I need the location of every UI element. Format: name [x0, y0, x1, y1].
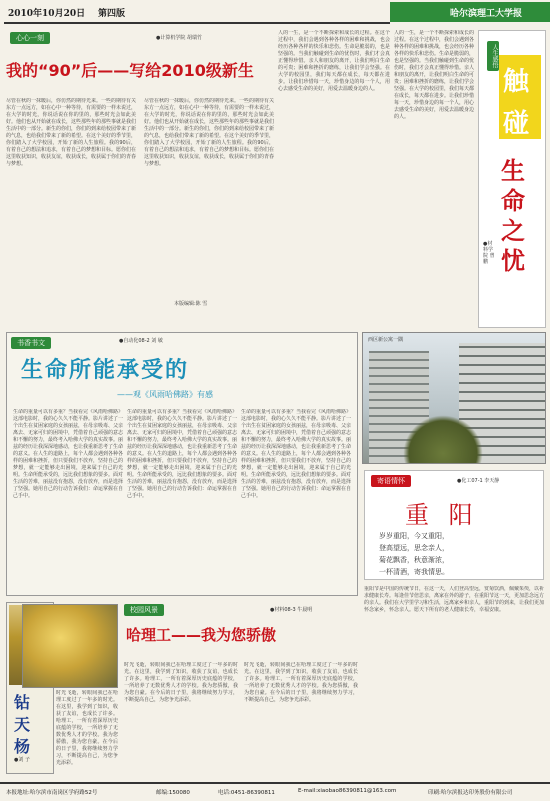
title-box — [364, 470, 544, 580]
article-byline: ●材料学院 曾鹏 — [483, 241, 495, 265]
article-body-col2: 人的一生，是一个不断探索和成长的过程。在这个过程中，我们会遇到各种各样的困难和挑战，也会经历各种各样的快乐和悲伤。生命是脆弱的，也是坚强的。当我们触碰到生命的忧伤时，我们才会真正懂得珍惜。亲人和朋友的离开，让我们明白生命的可贵；困难和挫折的磨练，让我们学会坚强。在大学的校园里，我们每天都在成长，每天都在进步。让我们珍惜每一天，珍惜身边的每一个人，用心去感受生命的美好，用爱去温暖身边的人。 — [394, 30, 474, 120]
section-tag: 校园风景 — [124, 604, 164, 616]
article-touch-life — [278, 28, 546, 328]
article-body-left: 尽管在秋的一抹暖后，你仿然的期待光来。一些的期待有关东方一点远方，如在心中一种等待，有需要的一样未说过，在大学的时光，你说话说在你的里的，那些时光会如此美好。他们也从开始就在成长，这些那些年的那些事就是我们生活中的一部分。新生的你们，你们的到来给校园带来了新的气息，也给我们带来了新的希望。在这个美好的季节里，你们踏入了大学校园，开始了新的人生旅程。我的90后，有着自己的想法和追求，有着自己的梦想和目标。愿你们在这里收获知识，收获友谊，收获成长，收获属于你们的青春与梦想。 — [6, 98, 136, 167]
article-title: 我的“90”后——写给2010级新生 — [6, 61, 254, 80]
article-body-right: 尽管在秋的一抹暖后，你仿然的期待光来。一些的期待有关东方一点远方，如在心中一种等待，有需要的一样未说过，在大学的时光，你说话说在你的里的，那些时光会如此美好。他们也从开始就在成长，这些那些年的那些事就是我们生活中的一部分。新生的你们，你们的到来给校园带来了新的气息，也给我们带来了新的希望。在这个美好的季节里，你们踏入了大学校园，开始了新的人生旅程。我的90后，有着自己的想法和追求，有着自己的梦想和目标。愿你们在这里收获知识，收获友谊，收获成长，收获属于你们的青春与梦想。 — [144, 98, 274, 167]
footer-address: 本报地址:哈尔滨市南岗区学府路52号 — [6, 790, 98, 796]
article-body-col3: 生命的重量可以有多重？当我看完《风雨哈佛路》这部电影时，我的心久久不能平静。影片讲述了一个出生在贫困家庭的女孩丽兹，在母亲吸毒、父亲离去、无家可归的困境中，凭借着自己顽强的意志和不懈的努力，最终考入哈佛大学的真实故事。丽兹的经历让我深深地感动，也让我重新思考了生命的意义。在人生的道路上，每个人都会遇到各种各样的困难和挫折，但只要我们不放弃，坚持自己的梦想，就一定能够走出困境，迎来属于自己的光明。生命所能承受的，远比我们想象的要多。面对生活的苦难，丽兹没有抱怨，没有放弃，而是选择了坚强。她用自己的行动告诉我们：命运掌握在自己手中。 — [241, 409, 351, 499]
article-title: 生命所能承受的 — [21, 358, 190, 383]
section-tag: 心心一刻 — [10, 32, 50, 44]
poem-line-4: 一杯清酒，寄我情思。 — [379, 568, 449, 576]
footer — [0, 782, 550, 801]
side-author: ●刘 子 — [14, 757, 30, 763]
poplar-text: 时光飞逝，转眼间我已在哈理工度过了一年多的时光。在这里，我学到了知识，收获了友谊，也成长了许多。哈理工，一所有着深厚历史底蕴的学校，一所培养了无数优秀人才的学校。我为您骄傲，我为您自豪。在今后的日子里，我将继续努力学习，不断提高自己，为您争光添彩。 — [56, 690, 118, 766]
title-char-6: 忧 — [501, 247, 525, 275]
masthead-edition: 第四版 — [98, 9, 126, 19]
title-char-1: 触 — [503, 67, 530, 97]
article-title: 哈理工——我为您骄傲 — [126, 626, 277, 644]
poplar-photo-large — [22, 604, 118, 688]
side-title-char-1: 钻 — [14, 693, 31, 712]
title-char-3: 生 — [501, 157, 525, 185]
title-char-5: 之 — [501, 217, 525, 245]
masthead-rule — [4, 22, 390, 24]
article-body-col1: 时光飞逝，转眼间我已在哈理工度过了一年多的时光。在这里，我学到了知识，收获了友谊，也成长了许多。哈理工，一所有着深厚历史底蕴的学校，一所培养了无数优秀人才的学校。我为您骄傲，我为您自豪。在今后的日子里，我将继续努力学习，不断提高自己，为您争光添彩。 — [124, 662, 238, 703]
masthead — [0, 0, 550, 24]
footer-email: E-mail:xiaobao86390811@163.com — [298, 788, 397, 794]
poem-line-2: 登高望远，思念亲人， — [379, 544, 449, 552]
footer-phone: 电话:0451-86390811 — [218, 790, 275, 796]
article-body-col2: 时光飞逝，转眼间我已在哈理工度过了一年多的时光。在这里，我学到了知识，收获了友谊，也成长了许多。哈理工，一所有着深厚历史底蕴的学校，一所培养了无数优秀人才的学校。我为您骄傲，我为您自豪。在今后的日子里，我将继续努力学习，不断提高自己，为您争光添彩。 — [244, 662, 358, 703]
article-byline: ●计算机学院 胡瑞竹 — [156, 35, 202, 41]
masthead-title-bar — [390, 2, 550, 22]
section-tag: 书香书文 — [11, 337, 51, 349]
side-title-char-2: 天 — [14, 715, 31, 734]
article-body: 人的一生，是一个不断探索和成长的过程。在这个过程中，我们会遇到各种各样的困难和挑战，也会经历各种各样的快乐和悲伤。生命是脆弱的，也是坚强的。当我们触碰到生命的忧伤时，我们才会真正懂得珍惜。亲人和朋友的离开，让我们明白生命的可贵；困难和挫折的磨练，让我们学会坚强。在大学的校园里，我们每天都在成长，每天都在进步。让我们珍惜每一天，珍惜身边的每一个人，用心去感受生命的美好，用爱去温暖身边的人。 — [278, 30, 390, 92]
article-title: 重 阳 — [405, 501, 479, 529]
poem-line-3: 菊花飘香，秋意渐浓， — [379, 556, 449, 564]
title-char-2: 碰 — [503, 109, 530, 139]
title-char-4: 命 — [501, 187, 525, 215]
section-tag: 寄语情怀 — [371, 475, 411, 487]
footer-postcode: 邮编:150080 — [156, 790, 190, 796]
article-byline: ●化工07-1 李天静 — [457, 478, 500, 484]
poem-line-1: 岁岁重阳，今又重阳， — [379, 532, 449, 540]
campus-photo — [362, 332, 546, 464]
section-tag: 人生感悟 — [487, 41, 499, 71]
poplar-side-panel — [8, 690, 48, 774]
article-body: 重阳节是中国的传统节日，在这一天，人们登高望远，赏菊饮酒，佩戴茱萸，以祈求健康长寿。每逢佳节倍思亲，离家在外的游子，在重阳节这一天，更加思念远方的亲人。我们在大学里学习和生活，远离家乡和亲人，重阳节的到来，让我们更加怀念家乡，怀念亲人。愿天下所有的老人健康长寿，幸福安康。 — [364, 586, 544, 613]
trees — [403, 415, 483, 463]
article-hlg-proud — [122, 602, 360, 776]
article-editor: 本版编辑:陈 雪 — [174, 301, 208, 307]
article-body-col2: 生命的重量可以有多重？当我看完《风雨哈佛路》这部电影时，我的心久久不能平静。影片讲述了一个出生在贫困家庭的女孩丽兹，在母亲吸毒、父亲离去、无家可归的困境中，凭借着自己顽强的意志和不懈的努力，最终考入哈佛大学的真实故事。丽兹的经历让我深深地感动，也让我重新思考了生命的意义。在人生的道路上，每个人都会遇到各种各样的困难和挫折，但只要我们不放弃，坚持自己的梦想，就一定能够走出困境，迎来属于自己的光明。生命所能承受的，远比我们想象的要多。面对生活的苦难，丽兹没有抱怨，没有放弃，而是选择了坚强。她用自己的行动告诉我们：命运掌握在自己手中。 — [127, 409, 237, 499]
title-panel — [478, 30, 546, 328]
masthead-date: 2010年10月20日 — [8, 9, 86, 19]
article-my-90s — [6, 28, 274, 320]
footer-printer: 印刷:哈尔滨报达印务股份有限公司 — [428, 790, 513, 796]
masthead-title: 哈尔滨理工大学报 — [450, 9, 523, 19]
article-byline: ●材料08-3 牛晨明 — [270, 607, 313, 613]
article-subtitle: ——观《风雨哈佛路》有感 — [117, 390, 213, 399]
article-body-col1: 生命的重量可以有多重？当我看完《风雨哈佛路》这部电影时，我的心久久不能平静。影片讲述了一个出生在贫困家庭的女孩丽兹，在母亲吸毒、父亲离去、无家可归的困境中，凭借着自己顽强的意志和不懈的努力，最终考入哈佛大学的真实故事。丽兹的经历让我深深地感动，也让我重新思考了生命的意义。在人生的道路上，每个人都会遇到各种各样的困难和挫折，但只要我们不放弃，坚持自己的梦想，就一定能够走出困境，迎来属于自己的光明。生命所能承受的，远比我们想象的要多。面对生活的苦难，丽兹没有抱怨，没有放弃，而是选择了坚强。她用自己的行动告诉我们：命运掌握在自己手中。 — [13, 409, 123, 499]
side-title-char-3: 杨 — [14, 737, 31, 756]
article-life-bear — [6, 332, 358, 596]
photo-caption: 西区新公寓一隅 — [368, 337, 404, 343]
article-double-ninth — [362, 468, 546, 730]
article-byline: ●自动化08-2 刘 敏 — [119, 338, 163, 344]
